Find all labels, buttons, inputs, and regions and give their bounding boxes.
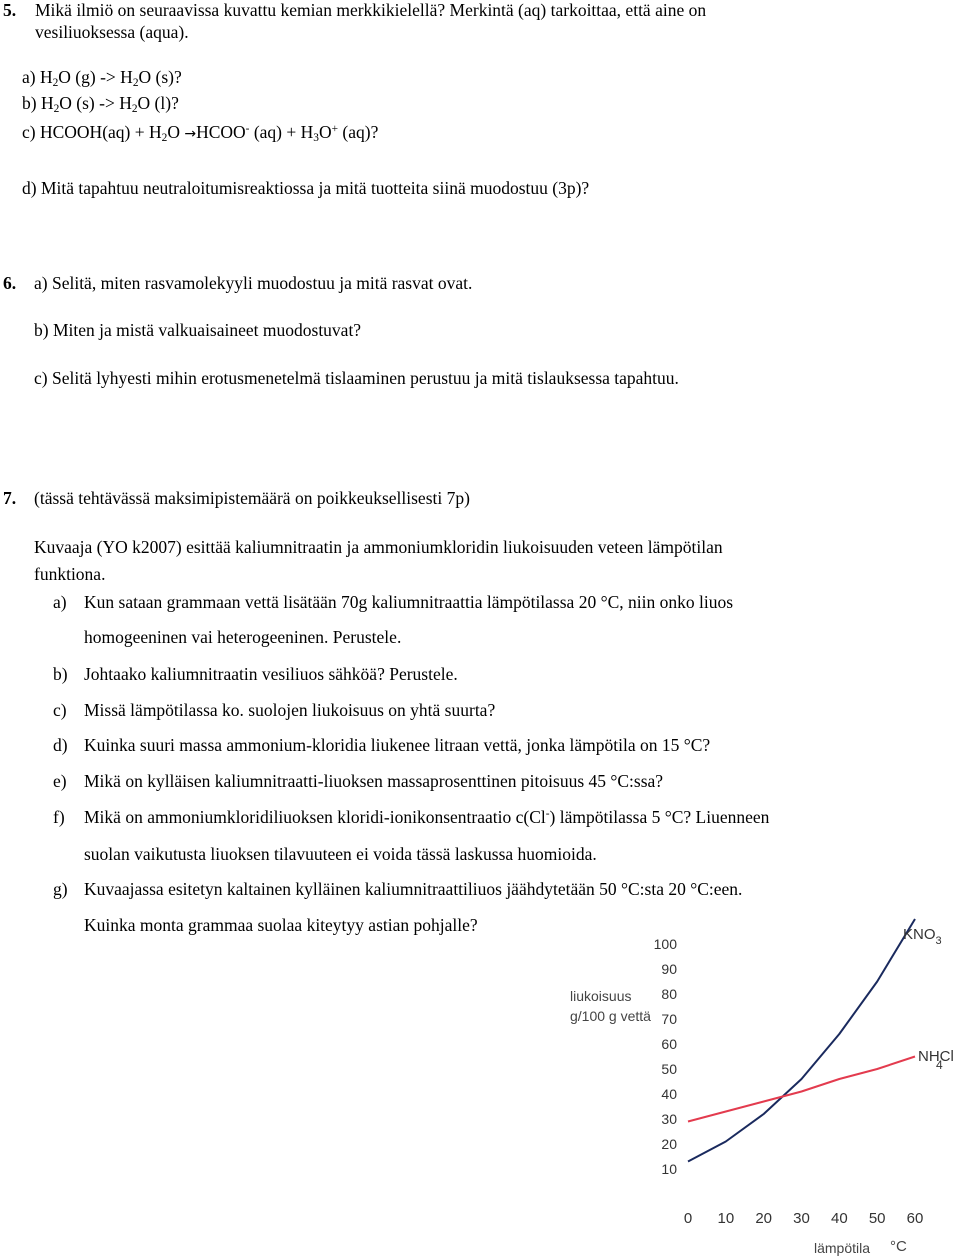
question-7-intro: (tässä tehtävässä maksimipistemäärä on poikkeuksellisesti 7p) (34, 488, 470, 508)
y-tick-label: 100 (653, 936, 677, 952)
question-5d: d) Mitä tapahtuu neutraloitumisreaktiossa ja mitä tuotteita siinä muodostuu (3p)? (22, 178, 590, 198)
reaction-arrow-icon: → (184, 126, 197, 142)
x-axis-unit: °C (890, 1238, 907, 1255)
y-tick-label: 80 (661, 986, 677, 1002)
question-7a-line1: Kun sataan grammaan vettä lisätään 70g kaliumnitraattia lämpötilassa 20 °C, niin onko liuos (84, 592, 734, 612)
question-7e-label: e) (53, 771, 67, 791)
x-tick-label: 60 (906, 1210, 924, 1227)
x-tick-label: 10 (717, 1210, 735, 1227)
y-axis-label-line1: liukoisuus (570, 988, 632, 1004)
question-7f-line2: suolan vaikutusta liuoksen tilavuuteen ei voida tässä laskussa huomioida. (84, 844, 597, 864)
legend-nh4cl: NHCl (918, 1048, 954, 1065)
question-7a-line2: homogeeninen vai heterogeeninen. Perustele. (84, 627, 402, 647)
question-7g-line1: Kuvaajassa esitetyn kaltainen kylläinen kaliumnitraattiliuos jäähdytetään 50 °C:sta 20 °C:een. (84, 879, 743, 899)
legend-nh4cl-subscript: 4 (936, 1058, 943, 1072)
question-7f-line1: Mikä on ammoniumkloridiliuoksen kloridi-ionikonsentraatio c(Cl-) lämpötilassa 5 °C? Liuenneen (84, 807, 770, 827)
question-7a-label: a) (53, 592, 67, 612)
question-5-text-line2: vesiliuoksessa (aqua). (35, 22, 189, 42)
question-7-number: 7. (3, 488, 17, 508)
question-5a: a) $H_2O$ $(g) -> H_2O$ (s)? (22, 67, 182, 89)
y-axis-label-line2: g/100 g vettä (570, 1008, 651, 1024)
legend-kno3: $KNO_3$ (903, 926, 942, 947)
question-6a: a) Selitä, miten rasvamolekyyli muodostuu ja mitä rasvat ovat. (34, 273, 473, 293)
x-tick-label: 20 (755, 1210, 773, 1227)
x-axis-label: lämpötila (814, 1240, 871, 1256)
x-tick-label: 40 (830, 1210, 848, 1227)
question-7-description-line1: Kuvaaja (YO k2007) esittää kaliumnitraatin ja ammoniumkloridin liukoisuuden veteen lämpötilan (34, 537, 723, 557)
y-tick-label: 90 (661, 961, 677, 977)
y-tick-label: 40 (661, 1086, 677, 1102)
y-tick-label: 20 (661, 1136, 677, 1152)
question-7e: Mikä on kylläisen kaliumnitraatti-liuoksen massaprosenttinen pitoisuus 45 °C:ssa? (84, 771, 664, 791)
question-5-number: 5. (3, 0, 17, 20)
question-7d-label: d) (53, 735, 68, 755)
question-7f-label: f) (53, 807, 65, 827)
x-tick-label: 30 (793, 1210, 810, 1227)
question-5c: c) HCOOH(aq) + $H_2O$ →HCOO- $(aq) + H_3O^+$ (aq)? (22, 122, 379, 144)
question-7b-label: b) (53, 664, 68, 684)
chart-series (688, 919, 915, 1162)
question-7g-line2: Kuinka monta grammaa suolaa kiteytyy astian pohjalle? (84, 915, 478, 935)
question-7b: Johtaako kaliumnitraatin vesiliuos sähköä? Perustele. (84, 664, 458, 684)
question-7d: Kuinka suuri massa ammonium-kloridia liukenee litraan vettä, jonka lämpötila on 15 °C? (84, 735, 711, 755)
series-line-kno3 (688, 919, 915, 1162)
x-tick-label: 0 (683, 1210, 693, 1227)
question-6b: b) Miten ja mistä valkuaisaineet muodostuvat? (34, 320, 362, 340)
y-tick-label: 30 (661, 1111, 677, 1127)
x-axis-ticks (684, 1210, 924, 1227)
question-7c: Missä lämpötilassa ko. suolojen liukoisuus on yhtä suurta? (84, 700, 496, 720)
y-axis-ticks (654, 936, 678, 1177)
y-tick-label: 70 (661, 1011, 677, 1027)
question-7-description-line2: funktiona. (34, 564, 106, 584)
question-6c: c) Selitä lyhyesti mihin erotusmenetelmä tislaaminen perustuu ja mitä tislauksessa tapahtuu. (34, 368, 679, 388)
series-line-nh4cl (688, 1057, 915, 1122)
y-tick-label: 50 (661, 1061, 677, 1077)
x-tick-label: 50 (868, 1210, 886, 1227)
question-5b: b) $H_2O$ $(s) -> H_2O$ (l)? (22, 93, 179, 115)
solubility-chart (560, 915, 960, 1260)
question-6-number: 6. (3, 273, 17, 293)
y-tick-label: 10 (661, 1161, 677, 1177)
question-7c-label: c) (53, 700, 67, 720)
question-5-text-line1: Mikä ilmiö on seuraavissa kuvattu kemian merkkikielellä? Merkintä (aq) tarkoittaa, että aine on (35, 0, 707, 20)
question-7g-label: g) (53, 879, 68, 899)
y-tick-label: 60 (661, 1036, 677, 1052)
